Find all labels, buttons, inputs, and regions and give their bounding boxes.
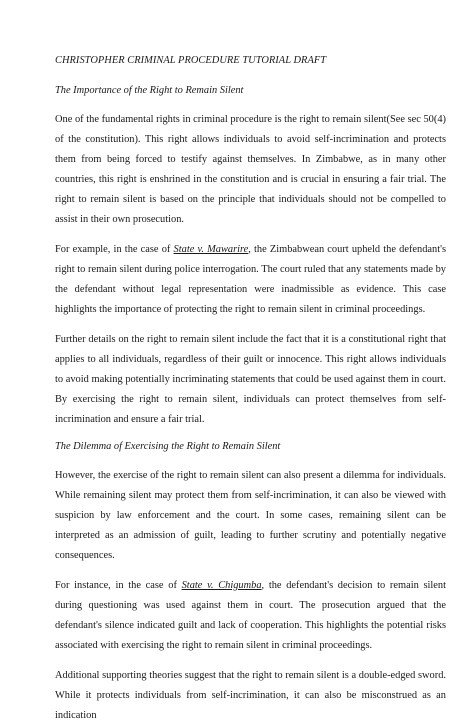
- paragraph-fundamental-rights: One of the fundamental rights in criminal procedure is the right to remain silent(See sec 50(4) of the constitution). This right allows individuals to avoid self-incrimination and protects them from being forced to testify against themselves. In Zimbabwe, as in many other countries, this right is enshrined in the constitution and is crucial in ensuring a fair trial. The right to remain silent is based on the principle that individuals should not be compelled to assist in their own prosecution.: [55, 114, 446, 225]
- section-heading-importance: The Importance of the Right to Remain Silent: [55, 85, 244, 96]
- case-citation-chigumba: State v. Chigumba: [181, 580, 262, 591]
- paragraph-supporting-theories: Additional supporting theories suggest that the right to remain silent is a double-edged sword. While it protects individuals from self-incrimination, it can also be misconstrued as an indication: [55, 670, 446, 721]
- paragraph-mawarire-example: [55, 240, 446, 320]
- paragraph-text-after-case: , the defendant's decision to remain silent during questioning was used against them in court. The prosecution argued that the defendant's silence indicated guilt and lack of cooperation. This highlights the potential risks associated with exercising the right to remain silent in criminal proceedings.: [55, 580, 446, 651]
- paragraph-chigumba-example: [55, 576, 446, 656]
- section-heading-dilemma: The Dilemma of Exercising the Right to Remain Silent: [55, 441, 281, 452]
- paragraph-further-details: Further details on the right to remain silent include the fact that it is a constitutional right that applies to all individuals, regardless of their guilt or innocence. This right allows individuals to avoid making potentially incriminating statements that could be used against them in court. By exercising the right to remain silent, individuals can protect themselves from self-incrimination and ensure a fair trial.: [55, 334, 446, 425]
- paragraph-text-before-case: For instance, in the case of: [55, 580, 182, 591]
- paragraph-text-before-case: For example, in the case of: [55, 244, 174, 255]
- paragraph-text-after-case: , the Zimbabwean court upheld the defendant's right to remain silent during police interrogation. The court ruled that any statements made by the defendant without legal representation were inadmissible as evidence. This case highlights the importance of protecting the right to remain silent in criminal proceedings.: [55, 244, 447, 315]
- document-title: CHRISTOPHER CRIMINAL PROCEDURE TUTORIAL DRAFT: [55, 55, 327, 66]
- paragraph-dilemma: However, the exercise of the right to remain silent can also present a dilemma for individuals. While remaining silent may protect them from self-incrimination, it can also be viewed with suspicion by law enforcement and the court. In some cases, remaining silent can be interpreted as an admission of guilt, leading to further scrutiny and potentially negative consequences.: [55, 470, 446, 561]
- case-citation-mawarire: State v. Mawarire: [173, 244, 249, 255]
